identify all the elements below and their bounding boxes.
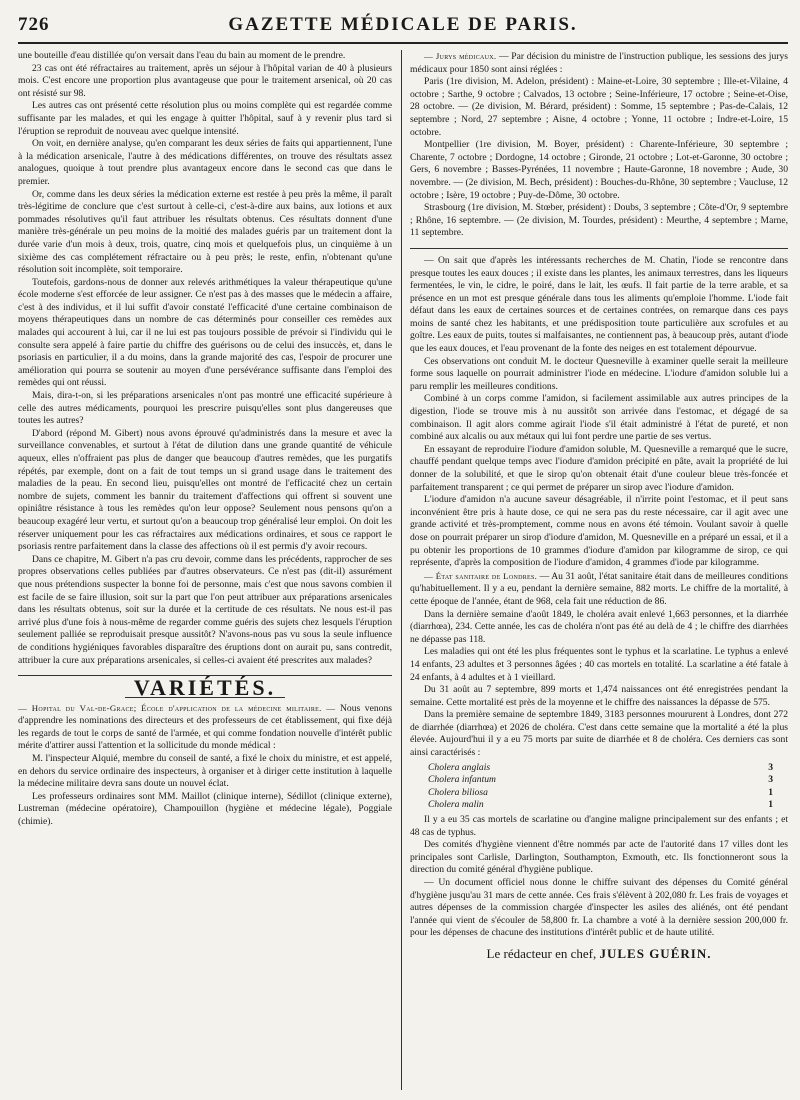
journal-title: GAZETTE MÉDICALE DE PARIS. xyxy=(228,14,578,35)
paragraph: Or, comme dans les deux séries la médication externe est restée à peu près la même, il paraît très-légitime de conclure que c'est surtout à celle-ci, c'est-à-dire aux bains, aux lotions et aux pommades résolutives qu'il faut attribuer les résultats obtenus. Ces résultats donnent d'une manière très-générale un peu moins de la moitié des malades guéris par un traitement dont la durée varie d'un mois à deux, trois, quatre, cinq mois et quelquefois plus, un cinquième à un sixième des cas complétement réfractaire ou à peu près; le reste, enfin, n'obtenant qu'une résolution soit incomplète, soit temporaire. xyxy=(18,188,392,276)
page-header xyxy=(18,12,788,44)
paragraph: Les maladies qui ont été les plus fréquentes sont le typhus et la scarlatine. Le typhus a enlevé 14 enfants, 23 adultes et 3 personnes âgées ; 40 cas mortels en totalité. La scarlatine a été fatale à 24 enfants, à 4 adultes et à 1 vieillard. xyxy=(410,646,788,683)
cholera-count: 3 xyxy=(768,774,773,786)
cholera-type: Cholera malin xyxy=(428,799,484,811)
cholera-count: 1 xyxy=(768,799,773,811)
paragraph: Dans ce chapitre, M. Gibert n'a pas cru devoir, comme dans les précédents, rapprocher de ses propres observations celles publiées par d'autres observateurs. Ce n'est pas (dit-il) assurément que nous prétendions suspecter la bonne foi de personne, mais c'est que nous savons combien il est facile de se faire illusion, soit sur la part que l'on peut attribuer aux préparations arsenicales dans les résultats obtenus, soit sur la durée et la certitude de ces résultats. Ne nous est-il pas arrivé plus d'une fois à nous-même de regarder comme guéris des sujets chez lesquels l'éruption seulement palliée se reproduisait presque aussitôt? N'avons-nous pas vu sous la seule influence de conditions hygiéniques favorables disparaître des éruptions dont on aurait pu, sans contredit, attribuer la cure aux préparations arsenicales, si celles-ci avaient été prescrites aux malades? xyxy=(18,553,392,666)
paragraph: Mais, dira-t-on, si les préparations arsenicales n'ont pas montré une efficacité supérieure à celle des autres médicaments, pourquoi les prescrire puisqu'elles sont plus dangereuses que toutes les autres? xyxy=(18,390,392,427)
paragraph: Il y a eu 35 cas mortels de scarlatine ou d'angine maligne principalement sur des enfants ; et 48 cas de typhus. xyxy=(410,814,788,838)
paragraph: Dans la dernière semaine d'août 1849, le choléra avait enlevé 1,663 personnes, et la diarrhée (diarrhœa), 234. Cette année, les cas de choléra n'ont pas été au delà de 4 ; le chiffre des diarrhées ne dépasse pas 118. xyxy=(410,608,788,645)
paragraph: Du 31 août au 7 septembre, 899 morts et 1,474 naissances ont été enregistrées pendant la semaine. Cette mortalité est près de la moyenne et le chiffre des naissances la dépasse de 575. xyxy=(410,684,788,708)
cholera-count: 1 xyxy=(768,786,773,798)
paragraph: Strasbourg (1re division, M. Stœber, président) : Doubs, 3 septembre ; Côte-d'Or, 9 septembre ; Rhône, 16 septembre. — (2e division, M. Tourdes, président) : Meurthe, 4 septembre ; Marne, 11 septembre. xyxy=(410,202,788,239)
paragraph: Les professeurs ordinaires sont MM. Maillot (clinique interne), Sédillot (clinique externe), Lustreman (médecine opératoire), Champouillon (hygiène et médecine légale), Poggiale (chimie). xyxy=(18,790,392,828)
paragraph: Toutefois, gardons-nous de donner aux relevés arithmétiques la valeur thérapeutique qu'une école moderne s'est efforcée de leur assigner. Ce n'est pas à des masses que le médecin a affaire, c'est à des individus, et il lui suffit d'avoir constaté l'efficacité d'une certaine combinaison de moyens thérapeutiques dans un nombre de cas déterminés pour conseiller ces remèdes aux malades qui accourent à lui, car il ne lui est pas toujours possible de prévoir si l'individu qui le consulte sera appelé à faire partie du chiffre des guérisons ou de celui des insuccès, et, dans le psoriasis en particulier, il a du moins, dans la grande majorité des cas, l'espoir de procurer une amélioration qui pourra se soutenir au moyen d'une persévérance suffisante dans l'emploi des remèdes qui ont réussi. xyxy=(18,276,392,389)
cholera-type: Cholera biliosa xyxy=(428,786,488,798)
paragraph: M. l'inspecteur Alquié, membre du conseil de santé, a fixé le choix du ministre, et est appelé, en dehors du service ordinaire des inspecteurs, à organiser et à diriger cette institution à laquelle la médecine militaire devra sans doute un nouvel éclat. xyxy=(18,753,392,790)
paragraph: Dans la première semaine de septembre 1849, 3183 personnes moururent à Londres, dont 272 de diarrhée (diarrhœa) et 2026 de choléra. C'est dans cette semaine que la mortalité a été la plus élevée. Aujourd'hui il y a eu 75 morts par suite de diarrhée et 8 de choléra. Ces derniers cas sont ainsi caractérisés : xyxy=(410,709,788,759)
news-item-text: Nous venons d'apprendre les nominations des directeurs et des professeurs de cet établissement, qui fixe déjà les regards de tout le corps de santé de l'armée, et qui comme fondation nouvelle d'intérêt public mérite d'attirer aussi l'attention et la sollicitude du monde médical : xyxy=(18,702,392,752)
page-number: 726 xyxy=(18,14,50,35)
paragraph: En essayant de reproduire l'iodure d'amidon soluble, M. Quesneville a remarqué que le sucre, chauffé pendant quelque temps avec l'iodure d'amidon précipité en pâte, avait la propriété de lui donner de la solubilité, et que le sirop qu'on obtenait était d'une couleur bleue très-foncée et parfaitement transparent ; ce qui permet de préparer un sirop avec l'iodure d'amidon. xyxy=(410,443,788,493)
right-column xyxy=(410,50,788,1090)
paragraph: 23 cas ont été réfractaires au traitement, après un séjour à l'hôpital varian de 40 à plusieurs mois. C'est encore une proportion plus avantageuse que pour le traitement arsenical, où 20 cas ont résisté sur 98. xyxy=(18,62,392,99)
left-column xyxy=(18,50,392,1090)
cholera-type: Cholera infantum xyxy=(428,774,496,786)
cholera-count: 3 xyxy=(768,761,773,773)
cholera-row xyxy=(428,762,773,775)
paragraph: Les autres cas ont présenté cette résolution plus ou moins complète qui est regardée comme suffisante par les malades, et qui les engage à quitter l'hôpital, sauf à y revenir plus tard si l'éruption se reproduit de nouveau avec quelque intensité. xyxy=(18,100,392,137)
paragraph: Montpellier (1re division, M. Boyer, président) : Charente-Inférieure, 30 septembre ; Charente, 7 octobre ; Dordogne, 14 octobre ; Gironde, 21 octobre ; Lot-et-Garonne, 30 octobre ; Gers, 6 novembre ; Basses-Pyrénées, 11 novembre ; Haute-Garonne, 18 novembre ; Aude, 30 novembre. — (2e division, M. Bech, président) : Bouches-du-Rhône, 30 septembre ; Vaucluse, 12 octobre ; Isère, 19 octobre ; Puy-de-Dôme, 30 octobre. xyxy=(410,139,788,201)
paragraph: D'abord (répond M. Gibert) nous avons éprouvé qu'administrés dans la mesure et avec la surveillance convenables, et surtout à l'état de dilution dans une grande quantité de véhicule aqueux, elles n'offraient pas plus de danger que beaucoup d'autres remèdes, que les purgatifs répétés, par exemple, dont on a fait de tout temps un si grand usage dans le traitement des maladies de la peau. En second lieu, puisqu'elles ont montré de l'efficacité chez un certain nombre de sujets, comment les bannir du traitement d'affections qui offrent si souvent une opiniâtre résistance à tous les remèdes qu'on leur oppose? Seulement nous pensons qu'on a beaucoup exagéré leur vertu, et surtout qu'on a beaucoup trop généralisé leur emploi. On doit les réserver uniquement pour les cas réfractaires aux médications ordinaires, et sous ce rapport le psoriasis rentre parfaitement dans la classe des affections où il est permis d'y avoir recours. xyxy=(18,427,392,553)
cholera-row xyxy=(428,799,773,812)
news-item-heading: — Hopital du Val-de-Grace; École d'application de la médecine militaire. — xyxy=(18,702,336,713)
news-item-text: — Au 31 août, l'état sanitaire était dans de meilleures conditions qu'habituellement. Il y a eu, pendant la dernière semaine, 882 morts. Le chiffre de la mortalité, à cette époque de l'année, étant de 968, cela fait une réduction de 86. xyxy=(410,570,788,607)
paragraph: — On sait que d'après les intéressants recherches de M. Chatin, l'iode se rencontre dans presque toutes les eaux douces ; il existe dans les plantes, les animaux terrestres, dans les liqueurs fermentées, le vin, le cidre, le poiré, dans le lait, les œufs. Il fait partie de la terre arable, et sa présence en un mot est presque générale dans tous les aliments qu'emploie l'homme. L'iode fait défaut dans les eaux de certaines sources et de certaines contrées, on remarque dans ces pays moins de santé chez les habitants, et une prédisposition toute particulière aux scrofules et au goître. Les eaux de puits, toutes si malfaisantes, ne contiennent pas, à beaucoup près, autant d'iode que les eaux douces, et l'eau provenant de la fonte des neiges en est totalement dépourvue. xyxy=(410,254,788,355)
signature-label: Le rédacteur en chef, xyxy=(486,945,597,961)
cholera-row xyxy=(428,787,773,800)
cholera-list xyxy=(428,762,773,812)
news-item xyxy=(410,570,788,609)
news-item-heading: — État sanitaire de Londres. xyxy=(424,570,538,581)
paragraph: On voit, en dernière analyse, qu'en comparant les deux séries de faits qui appartiennent, l'une à la médication arsenicale, l'autre à des médications différentes, on trouve des résultats assez analogues, quoique à tout prendre plus avantageux encore dans le second cas que dans le premier. xyxy=(18,138,392,187)
news-item-heading: — Jurys médicaux. xyxy=(424,51,497,61)
paragraph: L'iodure d'amidon n'a aucune saveur désagréable, il n'irrite point l'estomac, et il peut sans inconvénient être pris à haute dose, ce qui ne sera pas du reste nécessaire, car il agit avec une grande activité et très-promptement, comme nous en avons été témoin. Voulant savoir à quelle dose on pourrait préparer un sirop d'iodure d'amidon, M. Quesneville en a préparé un essai, et il a pu obtenir les proportions de 10 grammes d'iodure d'amidon par kilogramme de sirop, ce qui représente, d'après la composition de l'iodure d'amidon, 4 grammes d'iode par kilogramme. xyxy=(410,494,788,569)
news-item xyxy=(18,702,392,753)
section-title: VARIÉTÉS. xyxy=(133,675,277,701)
news-item xyxy=(410,50,788,76)
paragraph: une bouteille d'eau distillée qu'on versait dans l'eau du bain au moment de le prendre. xyxy=(18,50,346,61)
paragraph: Paris (1re division, M. Adelon, président) : Maine-et-Loire, 30 septembre ; Ille-et-Vilaine, 4 octobre ; Sarthe, 9 octobre ; Calvados, 13 octobre ; Seine-Inférieure, 17 octobre ; Seine-et-Oise, 28 octobre. — (2e division, M. Bérard, président) : Somme, 15 septembre ; Pas-de-Calais, 12 septembre ; Nord, 27 septembre ; Aisne, 4 octobre ; Yonne, 11 octobre ; Indre-et-Loire, 15 octobre. xyxy=(410,76,788,138)
section-divider xyxy=(410,248,788,249)
paragraph: Combiné à un corps comme l'amidon, si facilement assimilable aux autres principes de la digestion, l'iode se trouve mis à nu aussitôt son arrivée dans l'estomac, et dégagé de sa combinaison. Il agit alors comme agirait l'iode s'il était administré à l'état de pureté, et non combiné aux alcalis ou aux métaux qui lui font perdre une partie de ses vertus. xyxy=(410,393,788,443)
column-divider xyxy=(401,50,402,1090)
signature xyxy=(410,945,788,961)
cholera-row xyxy=(428,774,773,787)
signature-name: JULES GUÉRIN. xyxy=(599,945,712,961)
paragraph: Ces observations ont conduit M. le docteur Quesneville à examiner quelle serait la meilleure forme sous laquelle on pourrait administrer l'iode en médecine. L'iodure d'amidon soluble lui a paru remplir les meilleures conditions. xyxy=(410,355,788,392)
news-item-text: — Par décision du ministre de l'instruction publique, les sessions des jurys médicaux pour 1850 sont ainsi réglées : xyxy=(410,51,788,75)
cholera-type: Cholera anglais xyxy=(428,761,491,773)
paragraph: — Un document officiel nous donne le chiffre suivant des dépenses du Comité général d'hygiène jusqu'au 31 mars de cette année. Ces frais s'élèvent à 202,080 fr. Les frais de voyages et autres dépenses de la commission chargée d'inspecter les asiles des aliénés, ont été pendant l'année qui vient de s'écouler de 58,800 fr. La chambre a voté à la dernière session 200,000 fr. pour les dépenses de chacune des institutions d'intérêt public et de haute utilité. xyxy=(410,877,788,939)
paragraph: Des comités d'hygiène viennent d'être nommés par acte de l'autorité dans 17 villes dont les principales sont Carlisle, Darlington, Southampton, Exmouth, etc. Ils fonctionneront sous la direction du comité général d'hygiène publique. xyxy=(410,839,788,876)
